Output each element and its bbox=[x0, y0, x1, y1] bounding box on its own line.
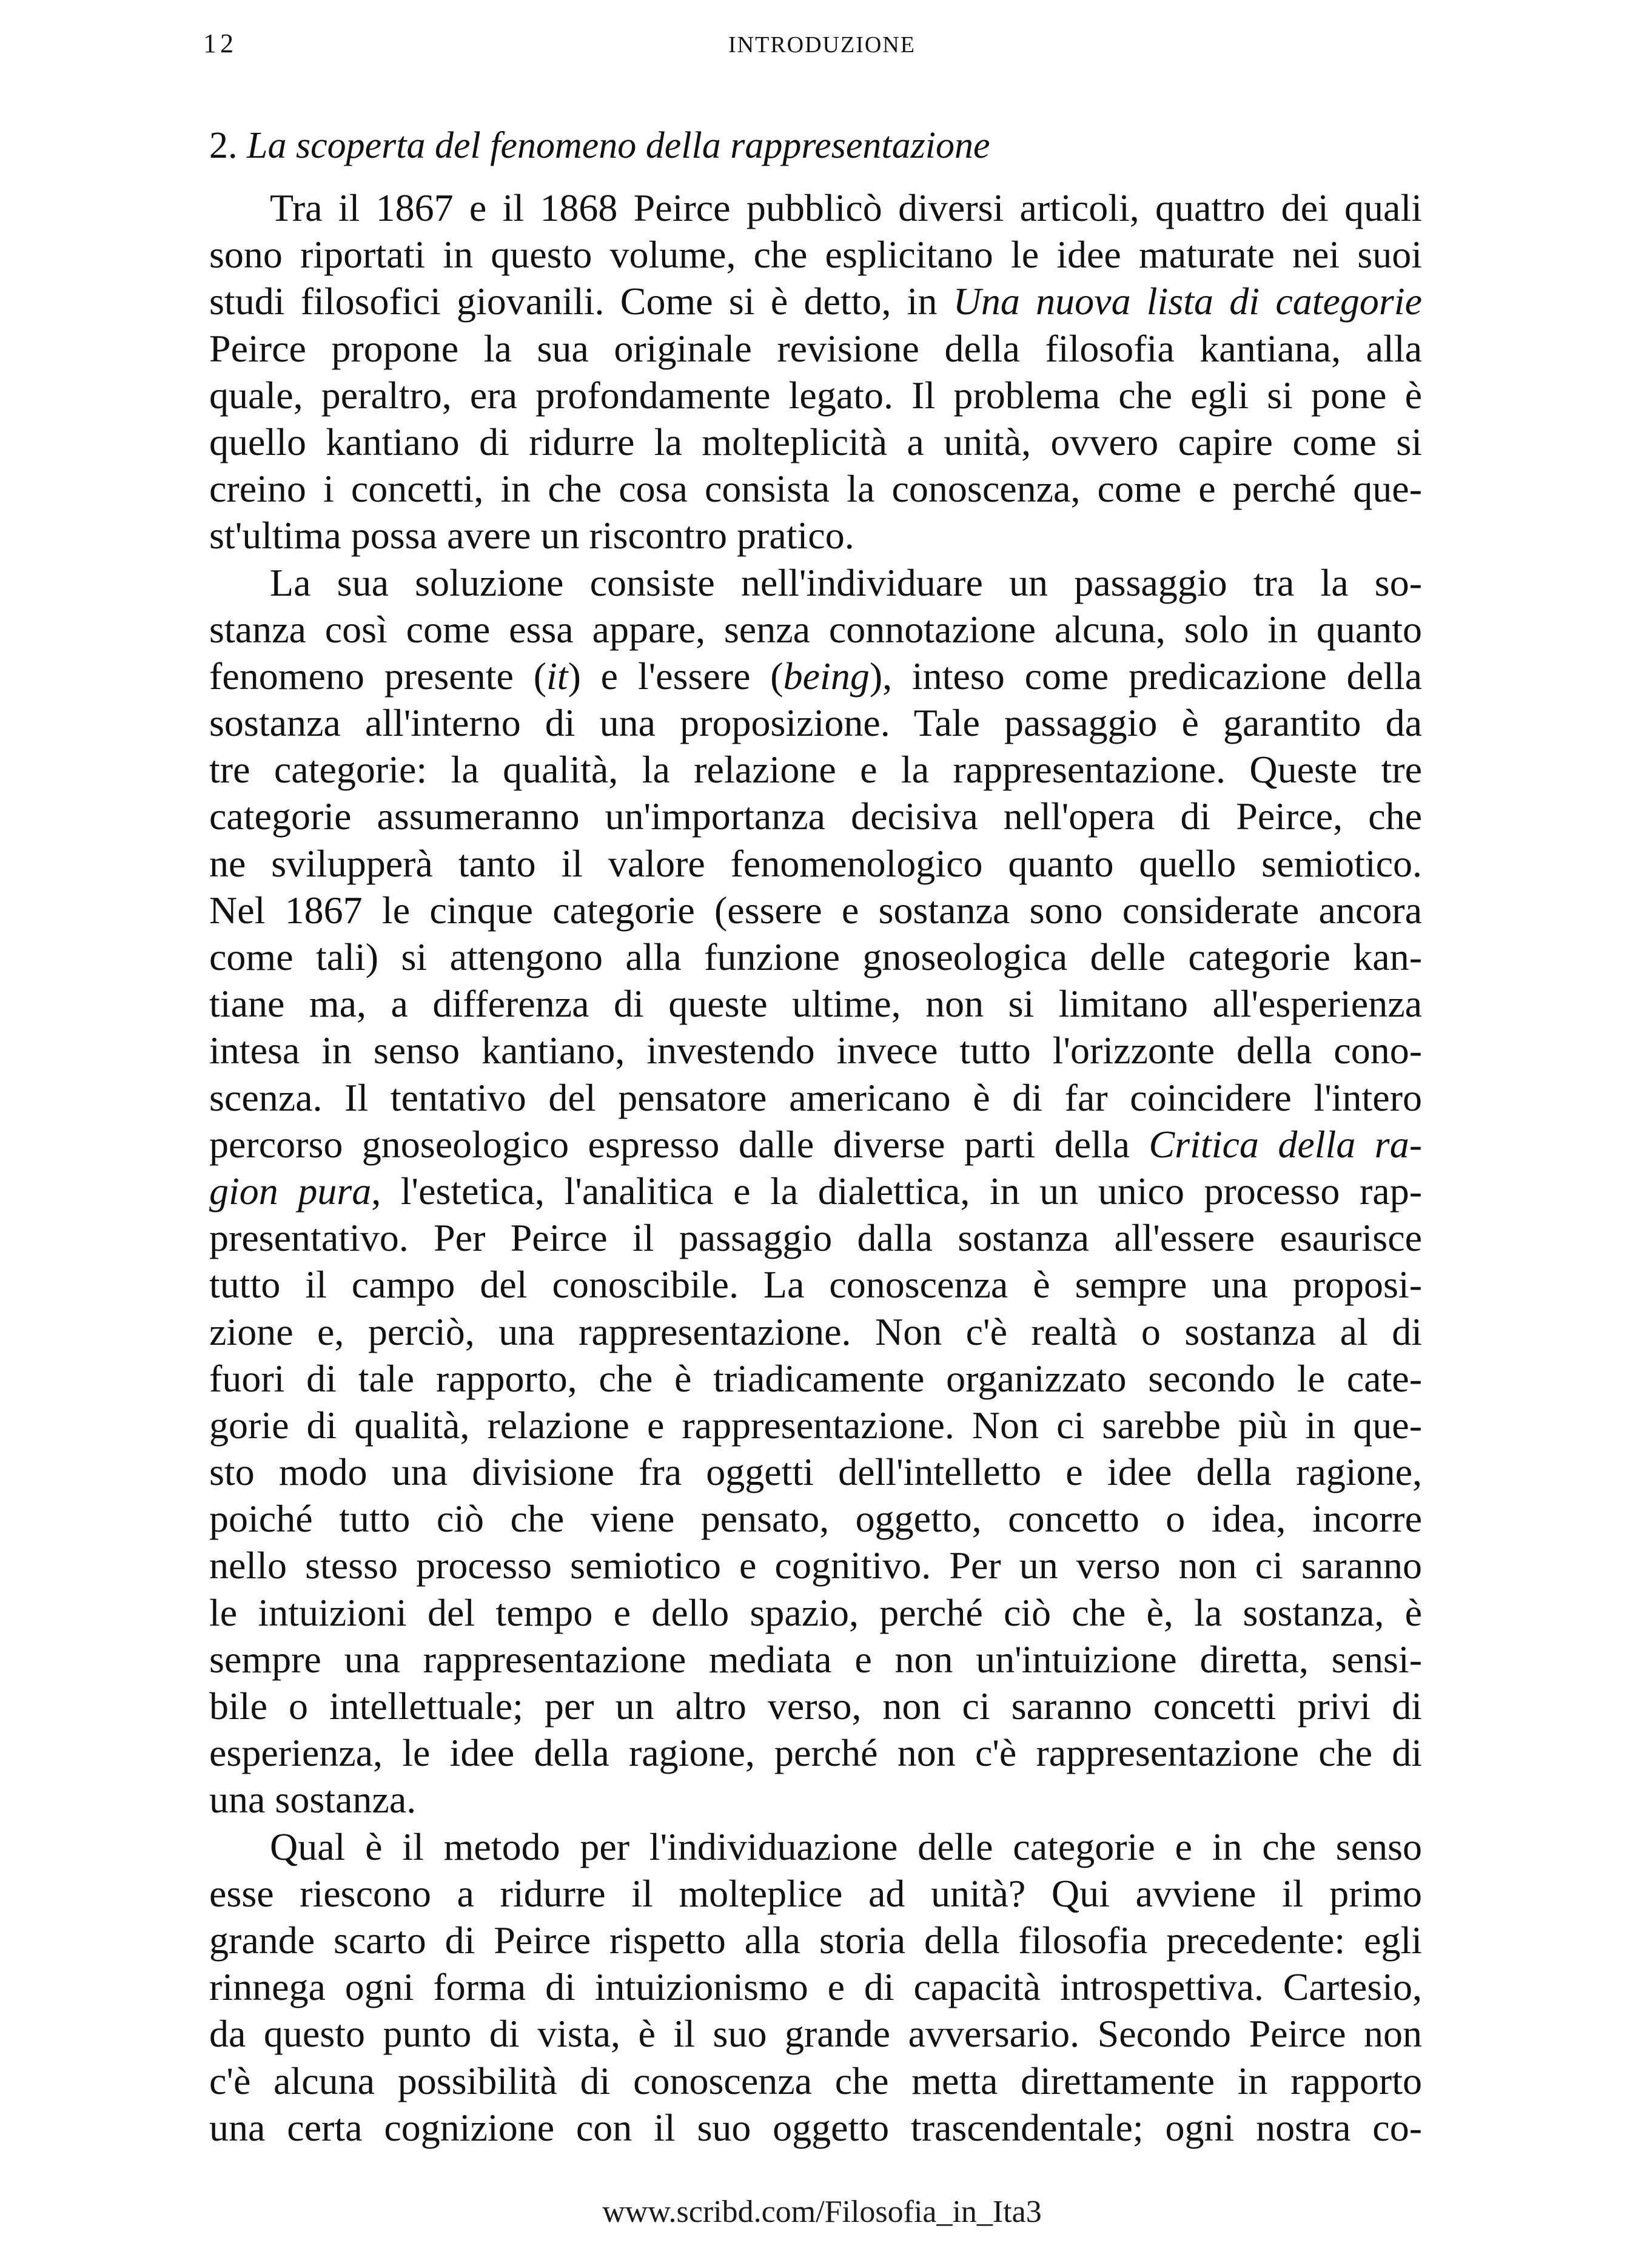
text-line bbox=[209, 1308, 1422, 1355]
text-segment: esperienza, le idee della ragione, perché non c'è rappresentazione che di bbox=[209, 1731, 1422, 1775]
text-line bbox=[209, 934, 1422, 980]
text-line bbox=[209, 231, 1422, 278]
text-segment: Tra il 1867 e il 1868 Peirce pubblicò diversi articoli, quattro dei quali bbox=[270, 186, 1422, 229]
text-segment: grande scarto di Peirce rispetto alla storia della filosofia precedente: egli bbox=[209, 1918, 1422, 1962]
text-segment: fenomeno presente ( bbox=[209, 654, 547, 698]
text-line bbox=[209, 1449, 1422, 1495]
text-segment: Qual è il metodo per l'individuazione delle categorie e in che senso bbox=[270, 1825, 1422, 1868]
text-segment: Peirce propone la sua originale revisione della filosofia kantiana, alla bbox=[209, 326, 1422, 370]
text-segment: le intuizioni del tempo e dello spazio, perché ciò che è, la sostanza, è bbox=[209, 1590, 1422, 1634]
text-segment: intesa in senso kantiano, investendo invece tutto l'orizzonte della cono- bbox=[209, 1029, 1422, 1072]
text-segment: ne svilupperà tanto il valore fenomenologico quanto quello semiotico. bbox=[209, 841, 1422, 885]
text-line bbox=[209, 1589, 1422, 1636]
italic-text: it bbox=[546, 654, 568, 698]
text-line bbox=[209, 1729, 1422, 1776]
text-segment: nello stesso processo semiotico e cognitivo. Per un verso non ci saranno bbox=[209, 1544, 1422, 1587]
text-segment: gorie di qualità, relazione e rappresentazione. Non ci sarebbe più in que- bbox=[209, 1403, 1422, 1447]
text-line bbox=[209, 1870, 1422, 1917]
paragraph bbox=[209, 559, 1422, 1823]
text-segment: studi filosofici giovanili. Come si è detto, in bbox=[209, 280, 953, 323]
text-segment: percorso gnoseologico espresso dalle diverse parti della bbox=[209, 1122, 1149, 1166]
text-line bbox=[209, 2104, 1422, 2151]
text-segment: La sua soluzione consiste nell'individuare un passaggio tra la so- bbox=[270, 560, 1422, 604]
text-line bbox=[209, 1495, 1422, 1542]
text-line bbox=[209, 419, 1422, 465]
text-line bbox=[209, 325, 1422, 372]
text-line bbox=[209, 653, 1422, 699]
paragraph bbox=[209, 184, 1422, 559]
text-line bbox=[209, 2010, 1422, 2057]
section-heading bbox=[209, 121, 990, 170]
text-line bbox=[209, 372, 1422, 419]
text-segment: una certa cognizione con il suo oggetto trascendentale; ogni nostra co- bbox=[209, 2105, 1422, 2149]
text-line bbox=[209, 887, 1422, 934]
text-line bbox=[209, 2058, 1422, 2104]
text-line bbox=[209, 1168, 1422, 1214]
text-segment: rinnega ogni forma di intuizionismo e di capacità introspettiva. Cartesio, bbox=[209, 1965, 1422, 2009]
text-line bbox=[209, 1683, 1422, 1729]
text-line bbox=[209, 278, 1422, 325]
text-line bbox=[209, 465, 1422, 512]
italic-text: Una nuova lista di categorie bbox=[953, 280, 1422, 323]
italic-text: gion pura bbox=[209, 1169, 372, 1213]
text-line bbox=[209, 1074, 1422, 1121]
text-line bbox=[209, 1917, 1422, 1963]
text-segment: presentativo. Per Peirce il passaggio dalla sostanza all'essere esaurisce bbox=[209, 1216, 1422, 1260]
text-segment: categorie assumeranno un'importanza decisiva nell'opera di Peirce, che bbox=[209, 795, 1422, 838]
text-line bbox=[209, 512, 1422, 559]
text-segment: sempre una rappresentazione mediata e non un'intuizione diretta, sensi- bbox=[209, 1637, 1422, 1681]
text-segment: scenza. Il tentativo del pensatore americano è di far coincidere l'intero bbox=[209, 1075, 1422, 1119]
text-segment: sostanza all'interno di una proposizione. Tale passaggio è garantito da bbox=[209, 701, 1422, 745]
text-segment: st'ultima possa avere un riscontro pratico. bbox=[209, 514, 854, 557]
text-line bbox=[209, 1355, 1422, 1402]
text-segment: una sostanza. bbox=[209, 1778, 417, 1822]
text-segment: ) e l'essere ( bbox=[568, 654, 783, 698]
text-segment: da questo punto di vista, è il suo grande avversario. Secondo Peirce non bbox=[209, 2012, 1422, 2056]
text-line bbox=[209, 1027, 1422, 1074]
text-line bbox=[209, 746, 1422, 793]
text-segment: quello kantiano di ridurre la molteplicità a unità, ovvero capire come si bbox=[209, 420, 1422, 463]
section-number: 2. bbox=[209, 125, 238, 166]
text-line bbox=[209, 980, 1422, 1027]
page-number: 12 bbox=[203, 29, 237, 58]
text-segment: bile o intellettuale; per un altro verso, non ci saranno concetti privi di bbox=[209, 1684, 1422, 1728]
text-segment: tre categorie: la qualità, la relazione e la rappresentazione. Queste tre bbox=[209, 748, 1422, 792]
text-segment: sono riportati in questo volume, che esplicitano le idee maturate nei suoi bbox=[209, 233, 1422, 277]
text-line bbox=[209, 1963, 1422, 2010]
text-line bbox=[209, 793, 1422, 840]
text-segment: Nel 1867 le cinque categorie (essere e sostanza sono considerate ancora bbox=[209, 888, 1422, 932]
text-line bbox=[209, 1121, 1422, 1168]
text-segment: quale, peraltro, era profondamente legato. Il problema che egli si pone è bbox=[209, 373, 1422, 417]
text-line bbox=[209, 699, 1422, 746]
text-segment: fuori di tale rapporto, che è triadicamente organizzato secondo le cate- bbox=[209, 1356, 1422, 1400]
text-line bbox=[209, 1402, 1422, 1449]
text-segment: esse riescono a ridurre il molteplice ad unità? Qui avviene il primo bbox=[209, 1871, 1422, 1915]
italic-text: being bbox=[783, 654, 870, 698]
text-line bbox=[209, 606, 1422, 653]
text-line bbox=[209, 1636, 1422, 1683]
body-text bbox=[209, 184, 1422, 2151]
text-line bbox=[209, 1261, 1422, 1308]
text-line bbox=[209, 559, 1422, 606]
running-head: INTRODUZIONE bbox=[728, 32, 916, 58]
text-segment: tutto il campo del conoscibile. La conoscenza è sempre una proposi- bbox=[209, 1263, 1422, 1307]
footer-url: www.scribd.com/Filosofia_in_Ita3 bbox=[602, 2195, 1042, 2229]
italic-text: Critica della ra- bbox=[1149, 1122, 1422, 1166]
paragraph bbox=[209, 1823, 1422, 2151]
text-segment: c'è alcuna possibilità di conoscenza che metta direttamente in rapporto bbox=[209, 2059, 1422, 2102]
text-segment: tiane ma, a differenza di queste ultime, non si limitano all'esperienza bbox=[209, 982, 1422, 1026]
text-line bbox=[209, 1542, 1422, 1589]
text-segment: creino i concetti, in che cosa consista la conoscenza, come e perché que- bbox=[209, 467, 1422, 511]
text-segment: sto modo una divisione fra oggetti dell'intelletto e idee della ragione, bbox=[209, 1450, 1422, 1494]
text-segment: zione e, perciò, una rappresentazione. Non c'è realtà o sostanza al di bbox=[209, 1310, 1422, 1353]
text-line bbox=[209, 184, 1422, 231]
section-title: La scoperta del fenomeno della rappresentazione bbox=[247, 125, 990, 166]
text-segment: , l'estetica, l'analitica e la dialettica, in un unico processo rap- bbox=[371, 1169, 1422, 1213]
text-line bbox=[209, 1214, 1422, 1261]
text-segment: come tali) si attengono alla funzione gnoseologica delle categorie kan- bbox=[209, 935, 1422, 978]
text-line bbox=[209, 1776, 1422, 1823]
text-segment: ), inteso come predicazione della bbox=[869, 654, 1422, 698]
text-line bbox=[209, 840, 1422, 887]
text-segment: stanza così come essa appare, senza connotazione alcuna, solo in quanto bbox=[209, 607, 1422, 651]
text-line bbox=[209, 1823, 1422, 1870]
text-segment: poiché tutto ciò che viene pensato, oggetto, concetto o idea, incorre bbox=[209, 1497, 1422, 1541]
